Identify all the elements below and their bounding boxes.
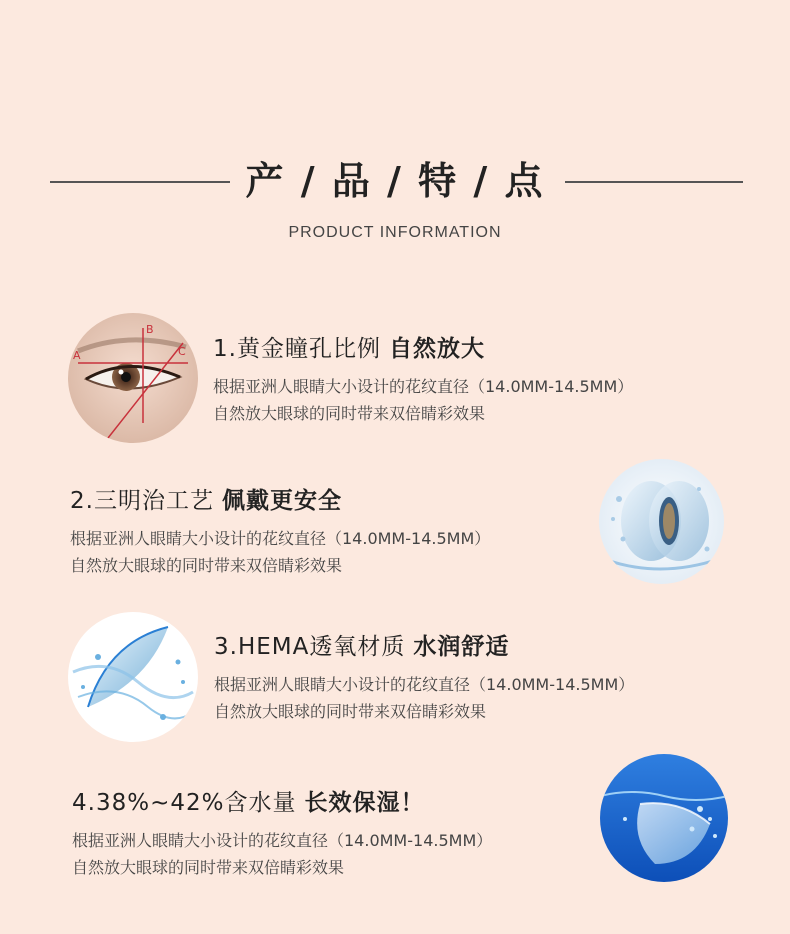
marker-a: A [73,349,81,362]
feature-3-description [214,671,634,725]
feature-3-line1: 根据亚洲人眼睛大小设计的花纹直径（14.0MM-14.5MM） [214,675,635,694]
feature-2-heading [70,482,490,515]
feature-3-highlight: 水润舒适 [413,634,510,660]
feature-3-heading [214,628,634,661]
feature-3-line2: 自然放大眼球的同时带来双倍睛彩效果 [214,702,487,721]
feature-2-highlight: 佩戴更安全 [221,488,342,514]
eye-ratio-icon [68,313,198,443]
feature-1-highlight: 自然放大 [388,336,485,362]
feature-1-title: 1.黄金瞳孔比例 [213,336,381,362]
underwater-lens-icon [600,754,728,882]
feature-2-description [70,525,490,579]
feature-1-line2: 自然放大眼球的同时带来双倍睛彩效果 [213,404,486,423]
water-splash-lens-icon [68,612,198,742]
page-subtitle: PRODUCT INFORMATION [288,224,502,241]
feature-4-description [72,827,492,881]
feature-1-heading [213,330,633,363]
feature-1-description [213,373,633,427]
marker-c: C [178,345,186,358]
sandwich-lens-icon [599,459,724,584]
feature-2 [70,482,490,579]
feature-1 [213,330,633,427]
feature-4 [72,784,492,881]
feature-4-heading [72,784,492,817]
feature-4-highlight: 长效保湿！ [304,790,425,816]
feature-4-line2: 自然放大眼球的同时带来双倍睛彩效果 [72,858,345,877]
feature-2-line2: 自然放大眼球的同时带来双倍睛彩效果 [70,556,343,575]
feature-4-line1: 根据亚洲人眼睛大小设计的花纹直径（14.0MM-14.5MM） [72,831,493,850]
feature-3 [214,628,634,725]
feature-4-title: 4.38%~42%含水量 [72,790,297,816]
page-title: 产 / 品 / 特 / 点 [245,159,545,203]
feature-2-title: 2.三明治工艺 [70,488,214,514]
feature-3-title: 3.HEMA透氧材质 [214,634,406,660]
feature-2-line1: 根据亚洲人眼睛大小设计的花纹直径（14.0MM-14.5MM） [70,529,491,548]
feature-1-line1: 根据亚洲人眼睛大小设计的花纹直径（14.0MM-14.5MM） [213,377,634,396]
marker-b: B [146,323,154,336]
